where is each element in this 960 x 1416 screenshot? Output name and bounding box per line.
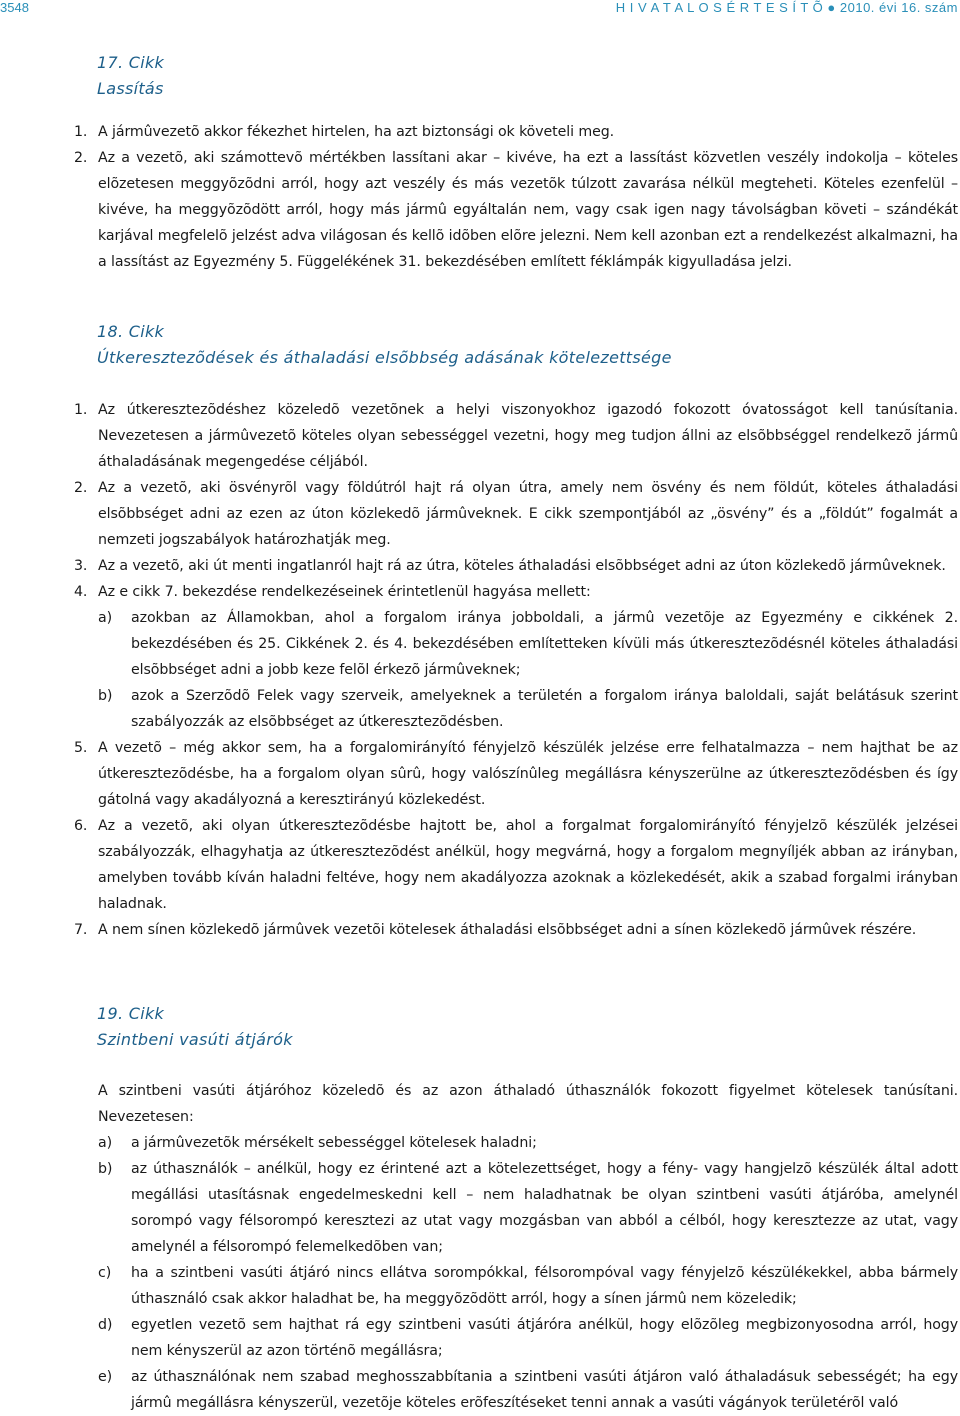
paragraph-number: 1. (74, 124, 88, 140)
sub-paragraph-text: egyetlen vezetõ sem hajthat rá egy szintbeni vasúti átjáróra anélkül, hogy elõzõleg megbizonyosodna arról, hogy nem kényszerül az azon történõ megállásra; (131, 1317, 958, 1359)
page-number: 3548 (0, 0, 29, 15)
section-number: 19. Cikk (97, 1004, 165, 1023)
sub-paragraph-letter: b) (98, 688, 113, 704)
sub-paragraph-letter: d) (98, 1317, 113, 1333)
paragraph-text: Az a vezetõ, aki számottevõ mértékben lassítani akar – kivéve, ha ezt a lassítást közvetlen veszély indokolja – köteles elõzetesen meggyõzõdni arról, hogy azt veszély és más vezetõk túlzott zavarása nélkül megteheti. Köteles ezenfelül – kivéve, ha meggyõzõdött arról, hogy más jármû egyáltalán nem, vagy csak igen nagy távolságban követi – szándékát karjával megfelelõ jelzést adva világosan és kellõ idõben elõre jelezni. Nem kell azonban ezt a rendelkezést alkalmazni, ha a lassítást az Egyezmény 5. Függelékének 31. bekezdésében említett féklámpák kigyulladása jelzi. (98, 150, 958, 270)
paragraph (74, 579, 958, 605)
sub-paragraph-text: azokban az Államokban, ahol a forgalom iránya jobboldali, a jármû vezetõje az Egyezmény e cikkének 2. bekezdésében és 25. Cikkének 2. és 4. bekezdésében említetteken kívüli más útkeresztezõdésnél köteles áthaladási elsõbbséget adni a jobb keze felõl érkezõ jármûveknek; (131, 610, 958, 678)
sub-paragraph (74, 605, 958, 683)
paragraph-text: Az a vezetõ, aki út menti ingatlanról hajt rá az útra, köteles áthaladási elsõbbséget adni az úton közlekedõ jármûveknek. (98, 558, 946, 574)
sub-paragraph (74, 1156, 958, 1260)
sub-paragraph-text: azok a Szerzõdõ Felek vagy szerveik, amelyeknek a területén a forgalom iránya baloldali, saját belátásuk szerint szabályozzák az elsõbbséget az útkeresztezõdésben. (131, 688, 958, 730)
section-number: 17. Cikk (97, 53, 165, 72)
paragraph-number: 7. (74, 922, 88, 938)
paragraph-text: Az e cikk 7. bekezdése rendelkezéseinek érintetlenül hagyása mellett: (98, 584, 591, 600)
section-title: Szintbeni vasúti átjárók (97, 1030, 293, 1049)
paragraph (74, 553, 958, 579)
section-18-heading (97, 321, 672, 369)
sub-paragraph-letter: e) (98, 1369, 113, 1385)
sub-paragraph (74, 1364, 958, 1416)
paragraph-text: Az a vezetõ, aki ösvényrõl vagy földútról hajt rá olyan útra, amely nem ösvény és nem földút, köteles áthaladási elsõbbséget adni az ezen az úton közlekedõ jármûveknek. E cikk szempontjából az „ösvény” és a „földút” fogalmát a nemzeti jogszabályok határozhatják meg. (98, 480, 958, 548)
sub-paragraph-text: az úthasználónak nem szabad meghosszabbítania a szintbeni vasúti átjáron való áthaladásuk sebességét; ha egy jármû megállásra kényszerül, vezetõje köteles erõfeszítéseket tenni annak a vasúti vágányok területérõl való (131, 1369, 958, 1411)
sub-paragraph (74, 1130, 958, 1156)
paragraph (74, 397, 958, 475)
paragraph-text: Az a vezetõ, aki olyan útkeresztezõdésbe hajtott be, ahol a forgalmat forgalomirányító fényjelzõ készülék jelzései szabályozzák, elhagyhatja az útkeresztezõdést anélkül, hogy megvárná, hogy a forgalom megnyíljék abban az irányban, amelyben tovább kíván haladni feltéve, hogy nem akadályozza azoknak a közlekedését, akik a szabad forgalmi irányban haladnak. (98, 818, 958, 912)
sub-paragraph-letter: a) (98, 1135, 113, 1151)
paragraph-text: A vezetõ – még akkor sem, ha a forgalomirányító fényjelzõ készülék jelzése erre felhatalmazza – nem hajthat be az útkeresztezõdésbe, ha a forgalom olyan sûrû, hogy valószínûleg megállásra kényszerülne az útkeresztezõdésben és így gátolná vagy akadályozná a keresztirányú közlekedést. (98, 740, 958, 808)
sub-paragraph-text: az úthasználók – anélkül, hogy ez érintené azt a kötelezettséget, hogy a fény- vagy hangjelzõ készülék által adott megállási utasításnak engedelmeskedni kell – nem haladhatnak be olyan szintbeni vasúti átjáróba, amelynél sorompó vagy félsorompó keresztezi az utat vagy mozgásban van abból a célból, hogy keresztezze az utat, vagy amelynél a félsorompó felemelkedõben van; (131, 1161, 958, 1255)
section-number: 18. Cikk (97, 322, 165, 341)
paragraph-number: 2. (74, 480, 88, 496)
paragraph-text: A jármûvezetõ akkor fékezhet hirtelen, ha azt biztonsági ok követeli meg. (98, 124, 615, 140)
paragraph-number: 2. (74, 150, 88, 166)
sub-paragraph-letter: a) (98, 610, 113, 626)
section-17-body (74, 119, 958, 275)
section-title: Útkeresztezõdések és áthaladási elsõbbség adásának kötelezettsége (97, 348, 672, 367)
sub-paragraph (74, 683, 958, 735)
paragraph (74, 917, 958, 943)
sub-paragraph (74, 1260, 958, 1312)
paragraph (74, 145, 958, 275)
sub-paragraph (74, 1312, 958, 1364)
sub-paragraph-text: a jármûvezetõk mérsékelt sebességgel kötelesek haladni; (131, 1135, 537, 1151)
paragraph-text: A szintbeni vasúti átjáróhoz közeledõ és az azon áthaladó úthasználók fokozott figyelmet kötelesek tanúsítani. Nevezetesen: (98, 1083, 958, 1125)
publication-title: H I V A T A L O S É R T E S Í T Õ ● 2010. évi 16. szám (615, 0, 958, 15)
sub-paragraph-text: ha a szintbeni vasúti átjáró nincs ellátva sorompókkal, félsorompóval vagy fényjelzõ készülékekkel, abba bármely úthasználó csak akkor haladhat be, ha meggyõzõdött arról, hogy a sínen jármû nem közeledik; (131, 1265, 958, 1307)
sub-paragraph-letter: c) (98, 1265, 112, 1281)
paragraph-number: 4. (74, 584, 88, 600)
paragraph-text: Az útkeresztezõdéshez közeledõ vezetõnek a helyi viszonyokhoz igazodó fokozott óvatosságot kell tanúsítania. Nevezetesen a jármûvezetõ köteles olyan sebességgel vezetni, hogy meg tudjon állni az elsõbbséggel rendelkezõ jármû áthaladásának megengedése céljából. (98, 402, 958, 470)
paragraph-number: 5. (74, 740, 88, 756)
paragraph (74, 119, 958, 145)
paragraph (74, 813, 958, 917)
paragraph (74, 735, 958, 813)
paragraph-number: 3. (74, 558, 88, 574)
section-19-heading (97, 1003, 293, 1051)
paragraph-number: 6. (74, 818, 88, 834)
paragraph (74, 475, 958, 553)
paragraph-number: 1. (74, 402, 88, 418)
section-title: Lassítás (97, 79, 164, 98)
paragraph-text: A nem sínen közlekedõ jármûvek vezetõi kötelesek áthaladási elsõbbséget adni a sínen közlekedõ jármûvek részére. (98, 922, 917, 938)
sub-paragraph-letter: b) (98, 1161, 113, 1177)
section-18-body (74, 397, 958, 943)
section-19-body (74, 1078, 958, 1416)
page-header (0, 0, 960, 18)
section-17-heading (97, 52, 164, 100)
